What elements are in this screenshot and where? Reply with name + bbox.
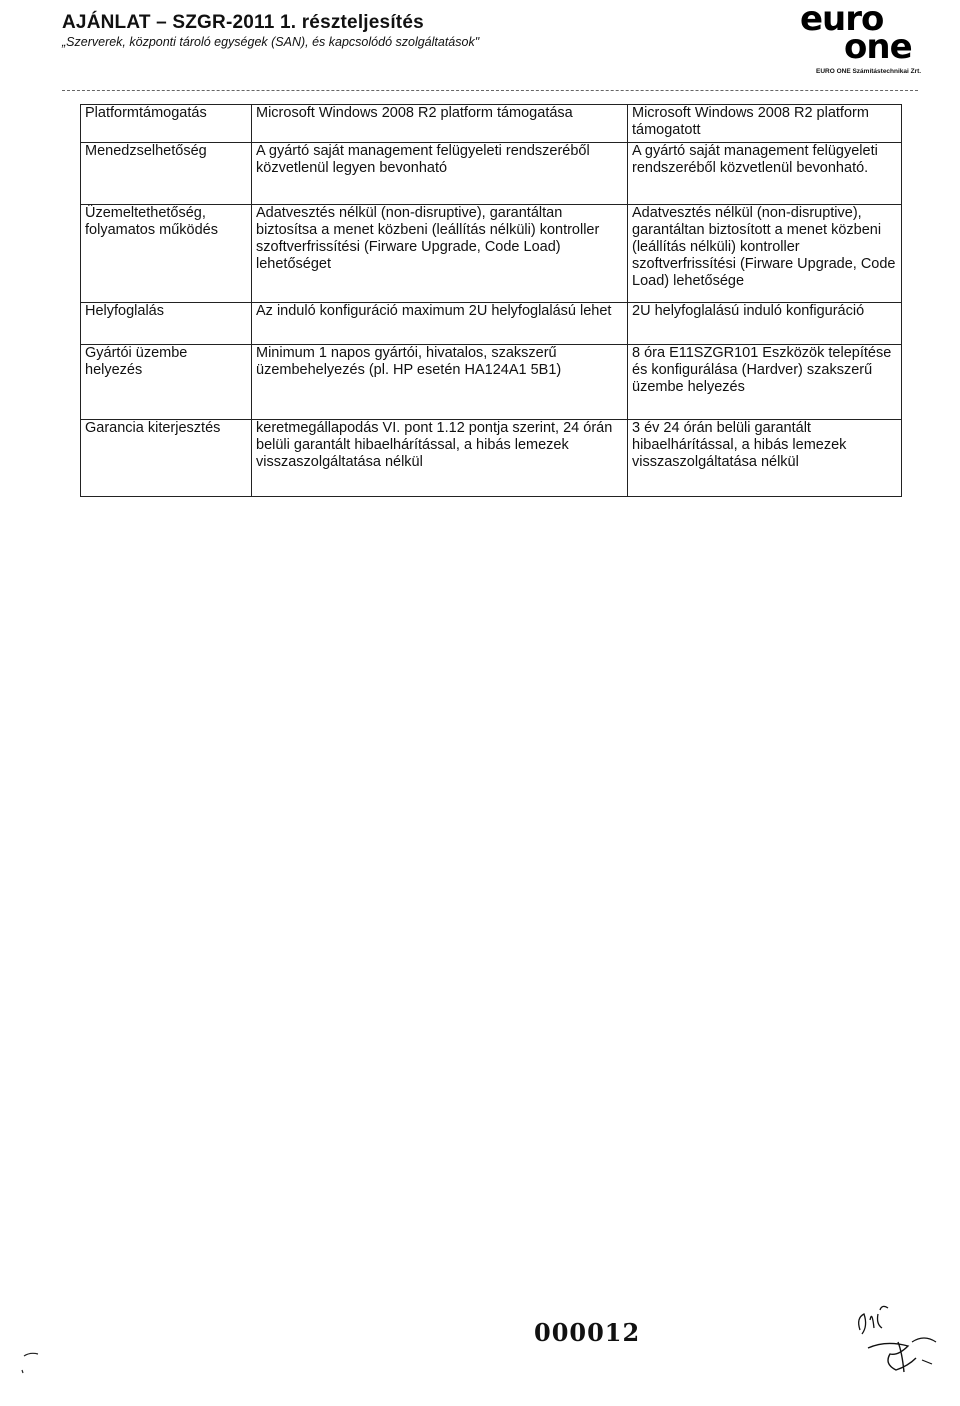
page-number: 000012 [534,1318,641,1347]
offer-cell: 3 év 24 órán belüli garantált hibaelhárítással, a hibás lemezek visszaszolgáltatása nélkül [628,420,902,497]
row-label: Menedzselhetőség [81,143,252,205]
handwritten-signature [838,1300,948,1390]
table-row [81,420,902,497]
offer-cell: A gyártó saját management felügyeleti rendszeréből közvetlenül bevonható. [628,143,902,205]
row-label: Helyfoglalás [81,303,252,345]
offer-cell: 2U helyfoglalású induló konfiguráció [628,303,902,345]
offer-cell: Microsoft Windows 2008 R2 platform támogatott [628,105,902,143]
row-label: Gyártói üzembe helyezés [81,345,252,420]
document-title: AJÁNLAT – SZGR-2011 1. részteljesítés [62,12,424,33]
offer-cell: 8 óra E11SZGR101 Eszközök telepítése és konfigurálása (Hardver) szakszerű üzembe helyezés [628,345,902,420]
header-divider [62,90,918,91]
table-row [81,303,902,345]
table-row [81,105,902,143]
requirement-cell: Microsoft Windows 2008 R2 platform támogatása [252,105,628,143]
requirement-cell: A gyártó saját management felügyeleti rendszeréből közvetlenül legyen bevonható [252,143,628,205]
stray-pen-mark [18,1346,48,1376]
logo-word-top: euro [800,0,884,39]
logo-word-bottom: one [844,27,912,67]
table-row [81,205,902,303]
requirement-cell: Adatvesztés nélkül (non-disruptive), garantáltan biztosítsa a menet közbeni (leállítás nélküli) kontroller szoftverfrissítési (Firware Upgrade, Code Load) lehetőséget [252,205,628,303]
euro-one-logo [800,2,920,80]
specification-table [80,104,902,497]
table-row [81,143,902,205]
row-label: Platformtámogatás [81,105,252,143]
document-subtitle: „Szerverek, központi tároló egységek (SAN), és kapcsolódó szolgáltatások" [62,35,480,49]
table-row [81,345,902,420]
requirement-cell: Minimum 1 napos gyártói, hivatalos, szakszerű üzembehelyezés (pl. HP esetén HA124A1 5B1) [252,345,628,420]
requirement-cell: Az induló konfiguráció maximum 2U helyfoglalású lehet [252,303,628,345]
offer-cell: Adatvesztés nélkül (non-disruptive), garantáltan biztosított a menet közbeni (leállítás nélküli) kontroller szoftverfrissítési (Firware Upgrade, Code Load) lehetősége [628,205,902,303]
row-label: Üzemeltethetőség, folyamatos működés [81,205,252,303]
requirement-cell: keretmegállapodás VI. pont 1.12 pontja szerint, 24 órán belüli garantált hibaelhárítással, a hibás lemezek visszaszolgáltatása nélkül [252,420,628,497]
document-header [62,12,822,50]
logo-company-name: EURO ONE Számítástechnikai Zrt. [816,68,922,75]
row-label: Garancia kiterjesztés [81,420,252,497]
